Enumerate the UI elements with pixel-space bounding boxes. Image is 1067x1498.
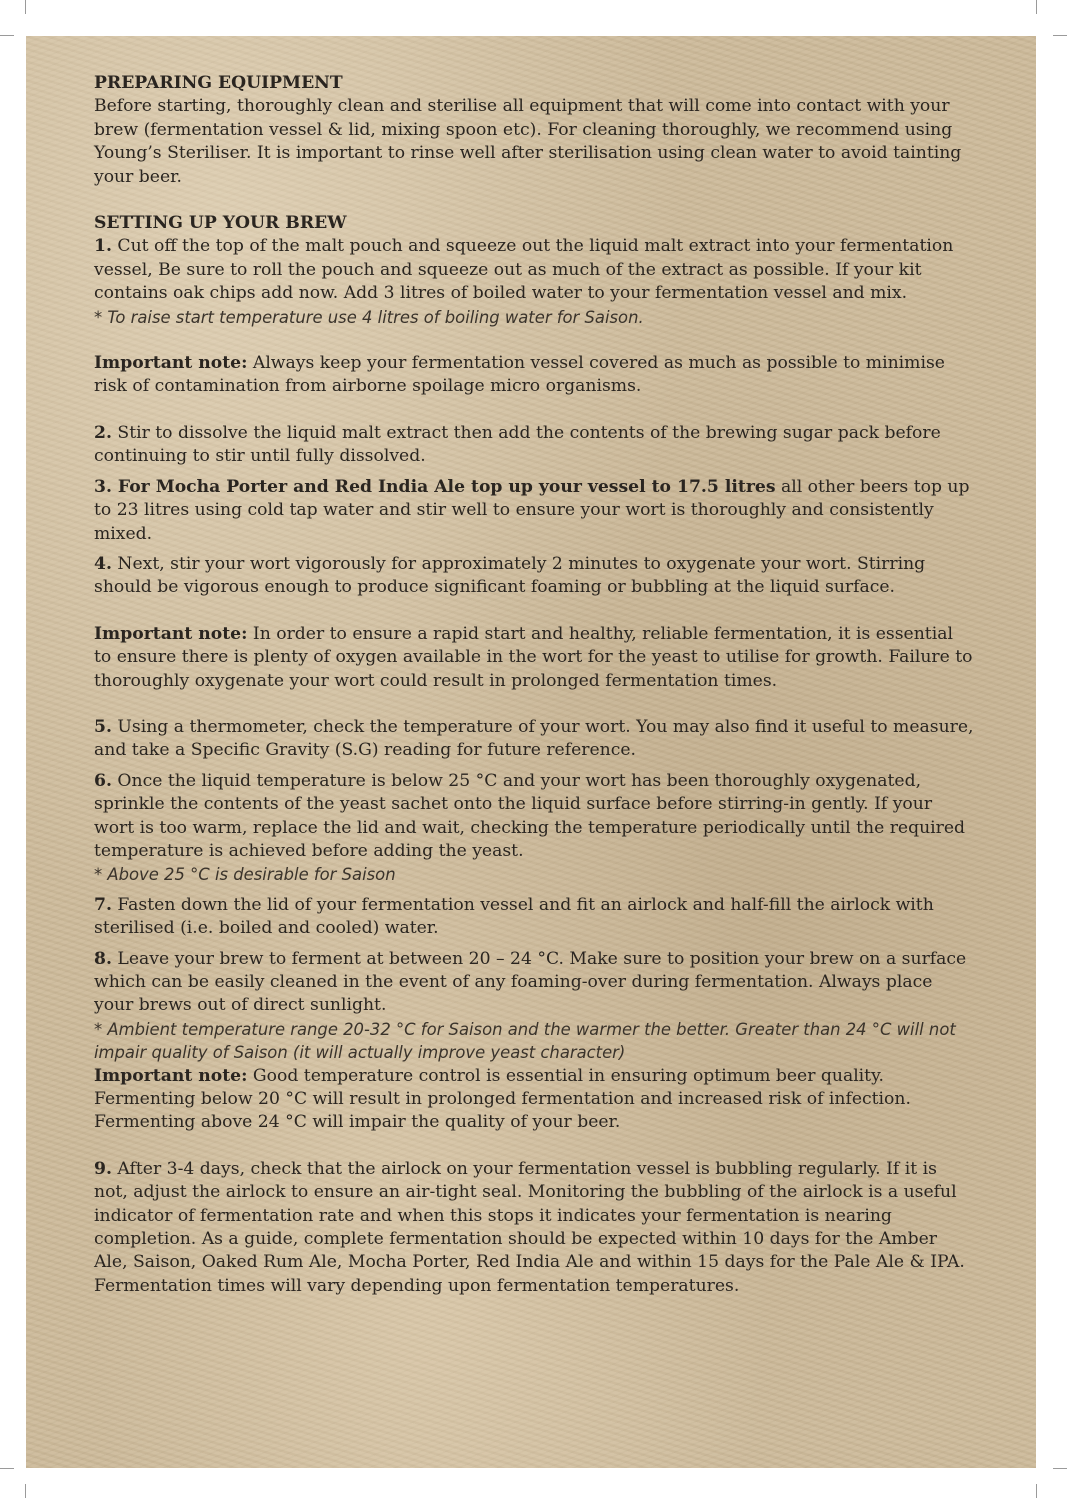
step-7 [94,894,974,941]
step-1-text: Cut off the top of the malt pouch and squeeze out the liquid malt extract into your fermentation vessel, Be sure to roll the pouch and squeeze out as much of the extract as possible. If your kit contains oak chips add now. Add 3 litres of boiled water to your fermentation vessel and mix. [94,236,954,304]
step-3-bold: 3. For Mocha Porter and Red India Ale top up your vessel to 17.5 litres [94,476,776,497]
step-5 [94,716,974,763]
important-note-3-label: Important note: [94,1065,248,1086]
step-9-text: After 3-4 days, check that the airlock on your fermentation vessel is bubbling regularly. If it is not, adjust the airlock to ensure an air-tight seal. Monitoring the bubbling of the airlock is a useful indicator of fermentation rate and when this stops it indicates your fermentation is nearing completion. As a guide, complete fermentation should be expected within 10 days for the Amber Ale, Saison, Oaked Rum Ale, Mocha Porter, Red India Ale and within 15 days for the Pale Ale & IPA. Fermentation times will vary depending upon fermentation temperatures. [94,1158,965,1296]
step-8-text: Leave your brew to ferment at between 20 – 24 °C. Make sure to position your brew on a surface which can be easily cleaned in the event of any foaming-over during fermentation. Always place your brews out of direct sunlight. [94,948,967,1016]
preparing-body: Before starting, thoroughly clean and sterilise all equipment that will come into contact with your brew (fermentation vessel & lid, mixing spoon etc). For cleaning thoroughly, we recommend using Young’s Steriliser. It is important to rinse well after sterilisation using clean water to avoid tainting your beer. [94,96,962,187]
crop-mark-bottom-right-h [1053,1468,1067,1469]
step-6-number: 6. [94,770,112,791]
important-note-3 [94,1065,974,1135]
step-4 [94,553,974,600]
crop-mark-top-left-h [0,35,14,36]
step-7-text: Fasten down the lid of your fermentation vessel and fit an airlock and half-fill the airlock with sterilised (i.e. boiled and cooled) water. [94,894,934,939]
important-note-1-text: Always keep your fermentation vessel covered as much as possible to minimise risk of contamination from airborne spoilage micro organisms. [94,353,945,397]
crop-mark-top-right-v [1036,0,1037,14]
important-note-2-label: Important note: [94,623,248,644]
important-note-2-text: In order to ensure a rapid start and healthy, reliable fermentation, it is essential to ensure there is plenty of oxygen available in the wort for the yeast to utilise for growth. Failure to thoroughly oxygenate your wort could result in prolonged fermentation times. [94,623,973,691]
step-1-number: 1. [94,236,112,257]
crop-mark-top-right-h [1053,35,1067,36]
instructions-text [94,72,974,1298]
step-1-note: * To raise start temperature use 4 litres of boiling water for Saison. [94,307,644,327]
step-2 [94,422,974,469]
crop-mark-bottom-right-v [1036,1484,1037,1498]
step-3-text: all other beers top up to 23 litres using cold tap water and stir well to ensure your wort is thoroughly and consistently mixed. [94,476,970,544]
step-2-number: 2. [94,422,112,443]
step-3 [94,476,974,546]
heading-setting-up: SETTING UP YOUR BREW [94,213,347,234]
step-8-number: 8. [94,948,112,969]
step-8-note: * Ambient temperature range 20-32 °C for Saison and the warmer the better. Greater than 24 °C will not impair quality of Saison (it will actually improve yeast character) [94,1019,956,1063]
important-note-2 [94,623,974,693]
crop-mark-bottom-left-h [0,1468,14,1469]
step-7-number: 7. [94,894,112,915]
step-6-note: * Above 25 °C is desirable for Saison [94,865,396,885]
important-note-1-label: Important note: [94,353,248,374]
important-note-1 [94,352,974,399]
crop-mark-bottom-left-v [25,1484,26,1498]
step-2-text: Stir to dissolve the liquid malt extract then add the contents of the brewing sugar pack before continuing to stir until fully dissolved. [94,422,941,467]
step-8 [94,948,974,1018]
step-1 [94,235,974,305]
step-9-number: 9. [94,1158,112,1179]
step-4-number: 4. [94,553,112,574]
important-note-3-text: Good temperature control is essential in ensuring optimum beer quality. Fermenting below 20 °C will result in prolonged fermentation and increased risk of infection. Fermenting above 24 °C will impair the quality of your beer. [94,1065,911,1133]
step-5-text: Using a thermometer, check the temperature of your wort. You may also find it useful to measure, and take a Specific Gravity (S.G) reading for future reference. [94,716,974,761]
step-4-text: Next, stir your wort vigorously for approximately 2 minutes to oxygenate your wort. Stirring should be vigorous enough to produce significant foaming or bubbling at the liquid surface. [94,553,926,598]
step-6 [94,770,974,864]
step-6-text: Once the liquid temperature is below 25 °C and your wort has been thoroughly oxygenated, sprinkle the contents of the yeast sachet onto the liquid surface before stirring-in gently. If your wort is too warm, replace the lid and wait, checking the temperature periodically until the required temperature is achieved before adding the yeast. [94,770,966,861]
crop-mark-top-left-v [25,0,26,14]
step-9 [94,1158,974,1298]
step-5-number: 5. [94,716,112,737]
heading-preparing-equipment: PREPARING EQUIPMENT [94,73,343,93]
